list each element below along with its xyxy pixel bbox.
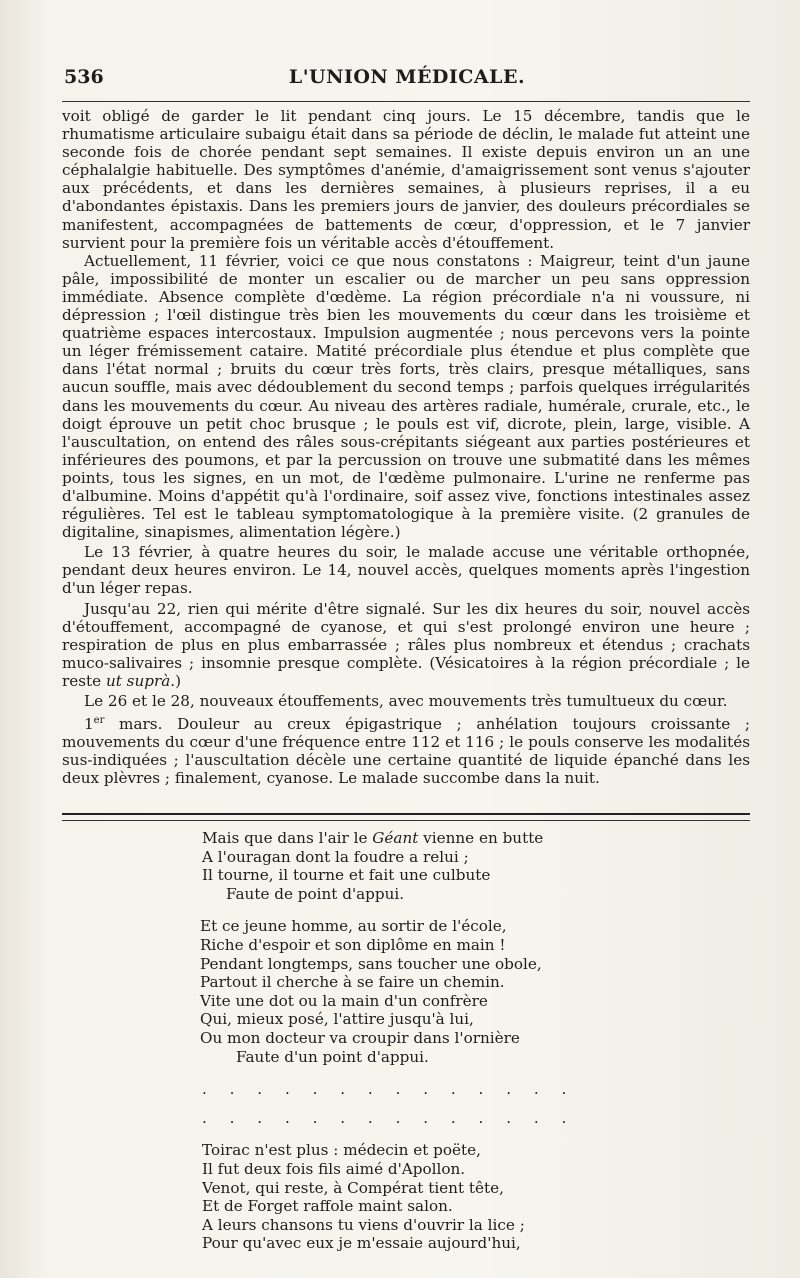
poem-line: Ou mon docteur va croupir dans l'ornière [200,1028,520,1047]
poem-stanza-3 [202,1141,662,1253]
ellipsis-row: . . . . . . . . . . . . . . [202,1080,576,1099]
poem-line: Pour qu'avec eux je m'essaie aujourd'hui, [202,1234,521,1253]
paragraph-feb-22-end: .) [170,671,182,690]
poem-refrain: Faute de point d'appui. [226,884,405,903]
poem-line: Pendant longtemps, sans toucher une obole, [200,954,542,973]
paragraph-march-1 [62,712,750,787]
poem [202,829,662,1267]
italic-ut-supra: ut suprà [105,671,171,690]
poem-refrain: Faute d'un point d'appui. [236,1047,429,1066]
paragraph-feb-22 [62,600,750,690]
page-number: 536 [64,66,104,88]
poem-italic-geant: Géant [372,829,419,847]
poem-line: Et de Forget raffole maint salon. [202,1197,453,1216]
poem-line: A l'ouragan dont la foudre a relui ; [202,847,469,866]
paragraph-feb-13: Le 13 février, à quatre heures du soir, le malade accuse une véritable orthopnée, pendant deux heures environ. Le 14, nouvel accès, quelques moments après l'ingestion d'un léger repas. [62,543,750,598]
poem-line: Partout il cherche à se faire un chemin. [200,973,505,992]
ellipsis-row: . . . . . . . . . . . . . . [202,1108,576,1127]
poem-stanza-2 [200,917,662,1066]
case-report-text [62,107,750,788]
header-rule [62,101,750,102]
poem-line: Qui, mieux posé, l'attire jusqu'à lui, [200,1010,474,1029]
paragraph-feb-22-text: Jusqu'au 22, rien qui mérite d'être signalé. Sur les dix heures du soir, nouvel accès d'étouffement, accompagné de cyanose, et qui s'est prolongé environ une heure ; respiration de plus en plus embarrassée ; râles plus nombreux et étendus ; crachats muco-salivaires ; insomnie presque complète. (Vésicatoires à la région précordiale ; le reste [62,599,750,690]
poem-line-part: Mais que dans l'air le [202,829,373,847]
ordinal-superscript: er [93,715,105,727]
poem-line [202,829,662,848]
page-header [64,62,750,92]
paragraph-feb-26: Le 26 et le 28, nouveaux étouffements, avec mouvements très tumultueux du cœur. [84,692,728,710]
poem-line: Toirac n'est plus : médecin et poëte, [202,1141,481,1160]
paragraph-march-1-text: mars. Douleur au creux épigastrique ; anhélation toujours croissante ; mouvements du cœur d'une fréquence entre 112 et 116 ; le pouls conserve les modalités sus-indiquées ; l'auscultation décèle une certaine quantité de liquide épanché dans les deux plèvres ; finalement, cyanose. Le malade succombe dans la nuit. [62,715,750,788]
poem-line: Et ce jeune homme, au sortir de l'école, [200,917,507,936]
running-head: L'UNION MÉDICALE. [288,66,526,88]
poem-line-part: vienne en butte [418,829,544,847]
poem-line: A leurs chansons tu viens d'ouvrir la lice ; [202,1215,525,1234]
march-day-number: 1 [84,715,94,734]
poem-stanza-1 [202,829,662,903]
paragraph-history: voit obligé de garder le lit pendant cinq jours. Le 15 décembre, tandis que le rhumatisme articulaire subaigu était dans sa période de déclin, le malade fut atteint une seconde fois de chorée pendant sept semaines. Il existe depuis environ un an une céphalalgie habituelle. Des symptômes d'anémie, d'amaigrissement sont venus s'ajouter aux précédents, et dans les dernières semaines, à plusieurs reprises, il a eu d'abondantes épistaxis. Dans les premiers jours de janvier, des douleurs précordiales se manifestent, accompagnées de battements de cœur, d'oppression, et le 7 janvier survient pour la première fois un véritable accès d'étouffement. [62,107,750,252]
paragraph-examination: Actuellement, 11 février, voici ce que nous constatons : Maigreur, teint d'un jaune pâle, impossibilité de monter un escalier ou de marcher un peu sans oppression immédiate. Absence complète d'œdème. La région précordiale n'a ni voussure, ni dépression ; l'œil distingue très bien les mouvements du cœur dans les troisième et quatrième espaces intercostaux. Impulsion augmentée ; nous percevons vers la pointe un léger frémissement cataire. Matité précordiale plus étendue et plus complète que dans l'état normal ; bruits du cœur très forts, très clairs, presque métalliques, sans aucun souffle, mais avec dédoublement du second temps ; parfois quelques irrégularités dans les mouvements du cœur. Au niveau des artères radiale, humérale, crurale, etc., le doigt éprouve un petit choc brusque ; le pouls est vif, dicrote, plein, large, visible. A l'auscultation, on entend des râles sous-crépitants siégeant aux parties postérieures et inférieures des poumons, et par la percussion on trouve une submatité dans les mêmes points, tous les signes, en un mot, de l'œdème pulmonaire. L'urine ne renferme pas d'albumine. Moins d'appétit qu'à l'ordinaire, soif assez vive, fonctions intestinales assez régulières. Tel est le tableau symptomatologique à la première visite. (2 granules de digitaline, sinapismes, alimentation légère.) [62,251,750,542]
poem-line: Il tourne, il tourne et fait une culbute [202,866,491,885]
poem-line: Venot, qui reste, à Compérat tient tête, [202,1178,504,1197]
poem-line: Vite une dot ou la main d'un confrère [200,991,488,1010]
section-double-rule [62,813,750,821]
poem-line: Riche d'espoir et son diplôme en main ! [200,935,506,954]
poem-line: Il fut deux fois fils aimé d'Apollon. [202,1159,466,1178]
